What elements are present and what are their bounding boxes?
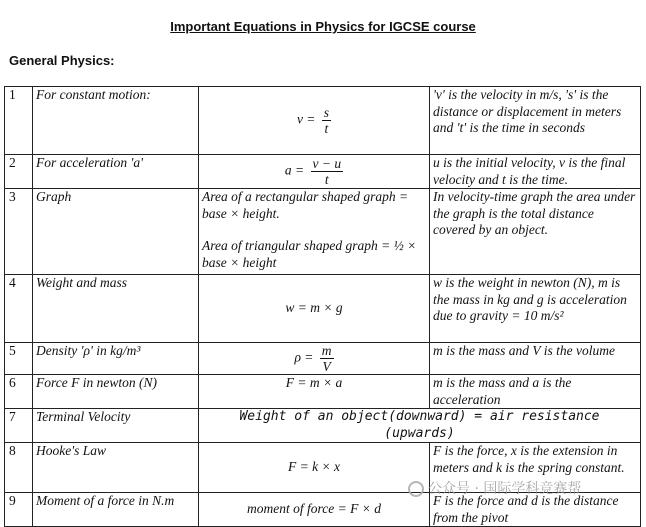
table-row (5, 155, 641, 189)
description-cell: w is the weight in newton (N), m is the mass in kg and g is acceleration due to gravity = 10 m/s² (430, 275, 641, 343)
equation-cell: F = m × a (199, 375, 430, 409)
topic-cell: Graph (33, 189, 199, 275)
table-row (5, 343, 641, 375)
denominator: V (322, 359, 331, 374)
equation-lhs: a = (284, 162, 305, 178)
equation-cell (199, 343, 430, 375)
table-row (5, 275, 641, 343)
table-row (5, 189, 641, 275)
fraction (320, 343, 334, 374)
equation-cell: F = k × x (199, 443, 430, 493)
equation-cell (199, 189, 430, 275)
description-cell: m is the mass and V is the volume (430, 343, 641, 375)
equation-cell (199, 87, 430, 155)
watermark (408, 478, 581, 498)
row-number: 7 (5, 409, 33, 443)
description-cell: u is the initial velocity, v is the final velocity and t is the time. (430, 155, 641, 189)
numerator: v − u (312, 156, 342, 171)
description-cell: m is the mass and a is the acceleration (430, 375, 641, 409)
equation-rectangle-area: Area of a rectangular shaped graph = base × height. (202, 189, 409, 221)
row-number: 2 (5, 155, 33, 189)
topic-cell: Hooke's Law (33, 443, 199, 493)
row-number: 6 (5, 375, 33, 409)
section-heading: General Physics: (9, 53, 115, 68)
equation-cell (199, 155, 430, 189)
equations-table (4, 86, 641, 527)
table-row (5, 87, 641, 155)
topic-cell: Density 'ρ' in kg/m³ (33, 343, 199, 375)
row-number: 8 (5, 443, 33, 493)
row-number: 4 (5, 275, 33, 343)
row-number: 5 (5, 343, 33, 375)
wechat-icon (408, 481, 424, 497)
topic-cell: Weight and mass (33, 275, 199, 343)
equation-cell: w = m × g (199, 275, 430, 343)
row-number: 1 (5, 87, 33, 155)
page-title: Important Equations in Physics for IGCSE course (170, 19, 476, 34)
topic-cell: For constant motion: (33, 87, 199, 155)
numerator: m (321, 343, 332, 358)
equation-lhs: ρ = (294, 349, 314, 365)
topic-cell: Terminal Velocity (33, 409, 199, 443)
fraction (322, 105, 331, 136)
row-number: 9 (5, 493, 33, 527)
description-cell: F is the force, x is the extension in meters and k is the spring constant. (430, 443, 641, 493)
denominator: t (324, 121, 329, 136)
watermark-text: 公众号 · 国际学科竞赛帮 (428, 481, 582, 497)
table-row (5, 375, 641, 409)
topic-cell: Moment of a force in N.m (33, 493, 199, 527)
equation-cell: moment of force = F × d (199, 493, 430, 527)
description-cell: In velocity-time graph the area under the graph is the total distance covered by an object. (430, 189, 641, 275)
table-row (5, 409, 641, 443)
denominator: t (324, 172, 329, 187)
equation-lhs: v = (296, 111, 316, 127)
fraction (311, 156, 344, 187)
numerator: s (323, 105, 330, 120)
equation-triangle-area: Area of triangular shaped graph = ½ × base × height (202, 238, 417, 270)
equation-cell: Weight of an object(downward) = air resistance (upwards) (199, 409, 641, 443)
topic-cell: For acceleration 'a' (33, 155, 199, 189)
description-cell: F is the force and d is the distance from the pivot (430, 493, 641, 527)
row-number: 3 (5, 189, 33, 275)
description-cell: 'v' is the velocity in m/s, 's' is the distance or displacement in meters and 't' is the time in seconds (430, 87, 641, 155)
topic-cell: Force F in newton (N) (33, 375, 199, 409)
